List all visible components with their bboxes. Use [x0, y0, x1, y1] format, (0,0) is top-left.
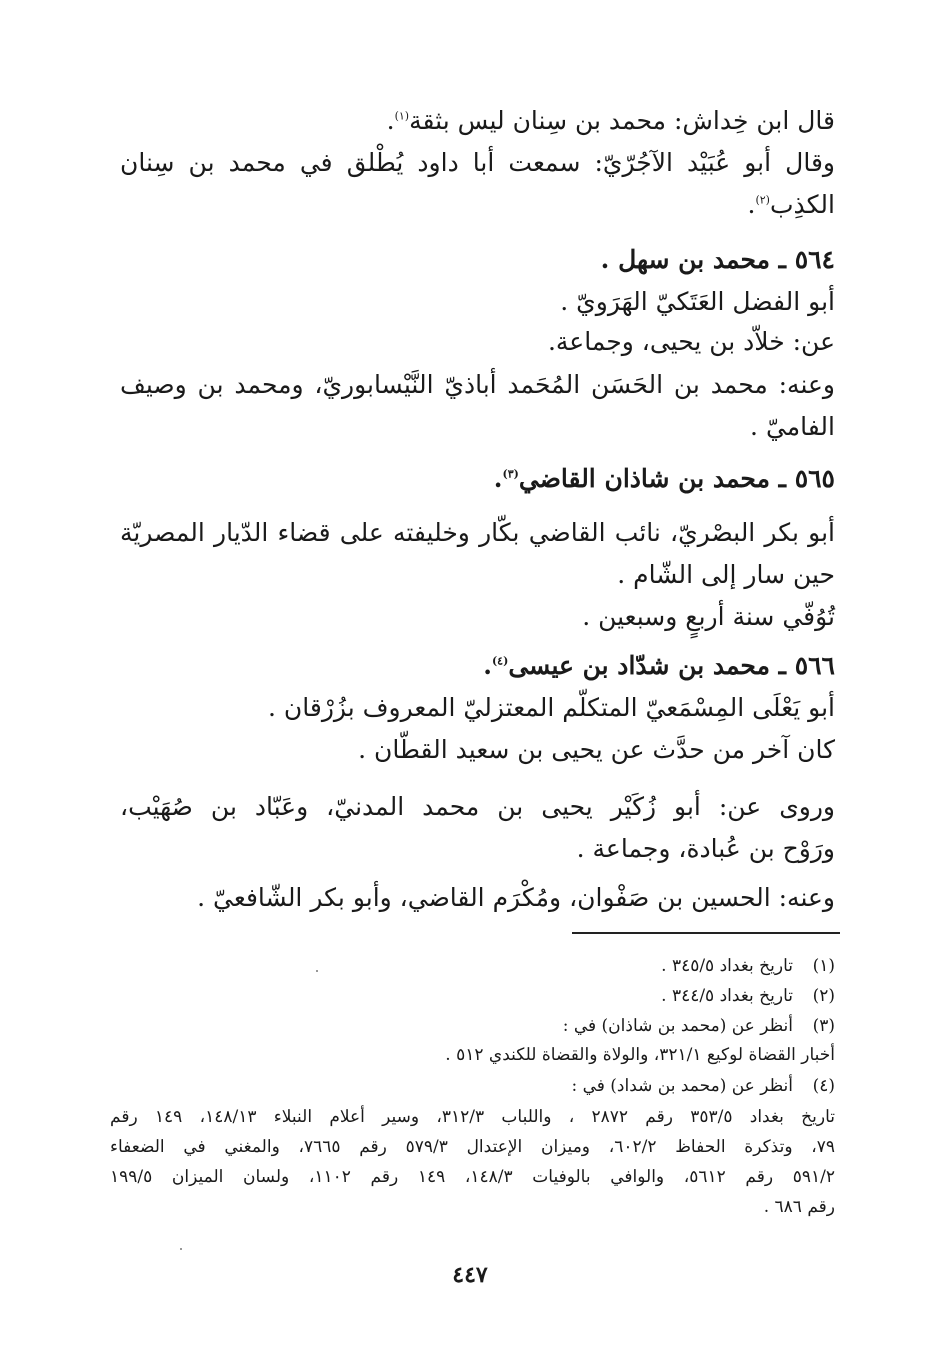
- text-line: عن: خلاّد بن يحيى، وجماعة.: [547, 327, 835, 356]
- text-line: حين سار إلى الشّام .: [617, 560, 835, 589]
- footnote-number: (١): [812, 956, 835, 976]
- line-text: الكذِب: [769, 190, 835, 219]
- footnote-ref[interactable]: (٤): [491, 654, 509, 668]
- punctuation: .: [483, 651, 492, 680]
- scan-speck: [180, 1248, 182, 1250]
- text-line: أبو يَعْلَى المِسْمَعيّ المتكلّم المعتزليّ المعروف بزُرْقان .: [268, 693, 835, 722]
- footnote-divider: [572, 932, 840, 934]
- text-line: الفاميّ .: [750, 412, 835, 441]
- text-line: كان آخر من حدَّث عن يحيى بن سعيد القطّان .: [358, 735, 835, 764]
- footnote: [563, 1013, 835, 1039]
- punctuation: .: [386, 106, 395, 135]
- text-line: وروى عن: أبو زُكَيْر يحيى بن محمد المدنيّ، وعَبّاد بن صُهَيْب،: [120, 792, 835, 821]
- footnote-text: تاريخ بغداد ٣٤٥/٥ .: [661, 956, 793, 976]
- footnote-ref[interactable]: (٣): [502, 467, 519, 481]
- punctuation: .: [493, 464, 503, 493]
- footnote: [661, 983, 835, 1009]
- page-number: ٤٤٧: [452, 1262, 488, 1288]
- footnote-number: (٤): [812, 1076, 835, 1096]
- text-line: وقال أبو عُبَيْد الآجُرّيّ: سمعت أبا داود يُطْلق في محمد بن سِنان: [120, 148, 835, 177]
- line-text: قال ابن خِداش: محمد بن سِنان ليس بثقة: [409, 106, 835, 135]
- text-line: أبو بكر البصْريّ، نائب القاضي بكّار وخليفته على قضاء الدّيار المصريّة: [120, 518, 835, 547]
- footnote: [571, 1073, 835, 1099]
- footnote-continuation: رقم ٦٨٦ .: [763, 1197, 835, 1217]
- footnote-text: أنظر عن (محمد بن شاذان) في :: [562, 1016, 793, 1036]
- footnote-number: (٣): [812, 1016, 835, 1036]
- entry-title: ٥٦٥ ـ محمد بن شاذان القاضي: [518, 464, 835, 493]
- footnote-text: أنظر عن (محمد بن شداد) في :: [571, 1076, 793, 1096]
- footnote-continuation: ٥٩١/٢ رقم ٥٦١٢، والوافي بالوفيات ١٤٨/٣، ١٤٩ رقم ١١٠٢، ولسان الميزان ١٩٩/٥: [110, 1167, 835, 1187]
- footnote-ref[interactable]: (١): [394, 109, 410, 123]
- text-line: [387, 101, 835, 141]
- entry-title: ٥٦٦ ـ محمد بن شدّاد بن عيسى: [508, 651, 835, 680]
- text-line: تُوُفّي سنة أربعٍ وسبعين .: [582, 602, 835, 631]
- footnote-continuation: أخبار القضاة لوكيع ٣٢١/١، والولاة والقضاة للكندي ٥١٢ .: [445, 1045, 835, 1065]
- footnote-ref[interactable]: (٢): [755, 193, 770, 207]
- entry-heading: ٥٦٤ ـ محمد بن سهل .: [600, 245, 835, 274]
- footnote-number: (٢): [812, 986, 835, 1006]
- text-line: ورَوْح بن عُبادة، وجماعة .: [576, 834, 835, 863]
- text-line: [748, 185, 836, 225]
- entry-heading: [494, 459, 835, 499]
- footnote-continuation: تاريخ بغداد ٣٥٣/٥ رقم ٢٨٧٢ ، واللباب ٣١٢/٣، وسير أعلام النبلاء ١٤٨/١٣، ١٤٩ رقم: [110, 1107, 835, 1127]
- scan-speck: [316, 970, 318, 972]
- footnote: [661, 953, 835, 979]
- footnote-continuation: ٧٩، وتذكرة الحفاظ ٦٠٢/٢، وميزان الإعتدال ٥٧٩/٣ رقم ٧٦٦٥، والمغني في الضعفاء: [110, 1137, 835, 1157]
- footnote-text: تاريخ بغداد ٣٤٤/٥ .: [661, 986, 793, 1006]
- text-line: أبو الفضل العَتَكيّ الهَرَويّ .: [560, 287, 835, 316]
- punctuation: .: [747, 190, 756, 219]
- text-line: وعنه: محمد بن الحَسَن المُحَمد أباذيّ النَّيْسابوريّ، ومحمد بن وصيف: [120, 370, 835, 399]
- text-line: وعنه: الحسين بن صَفْوان، ومُكْرَم القاضي، وأبو بكر الشّافعيّ .: [197, 883, 835, 912]
- entry-heading: [483, 646, 835, 686]
